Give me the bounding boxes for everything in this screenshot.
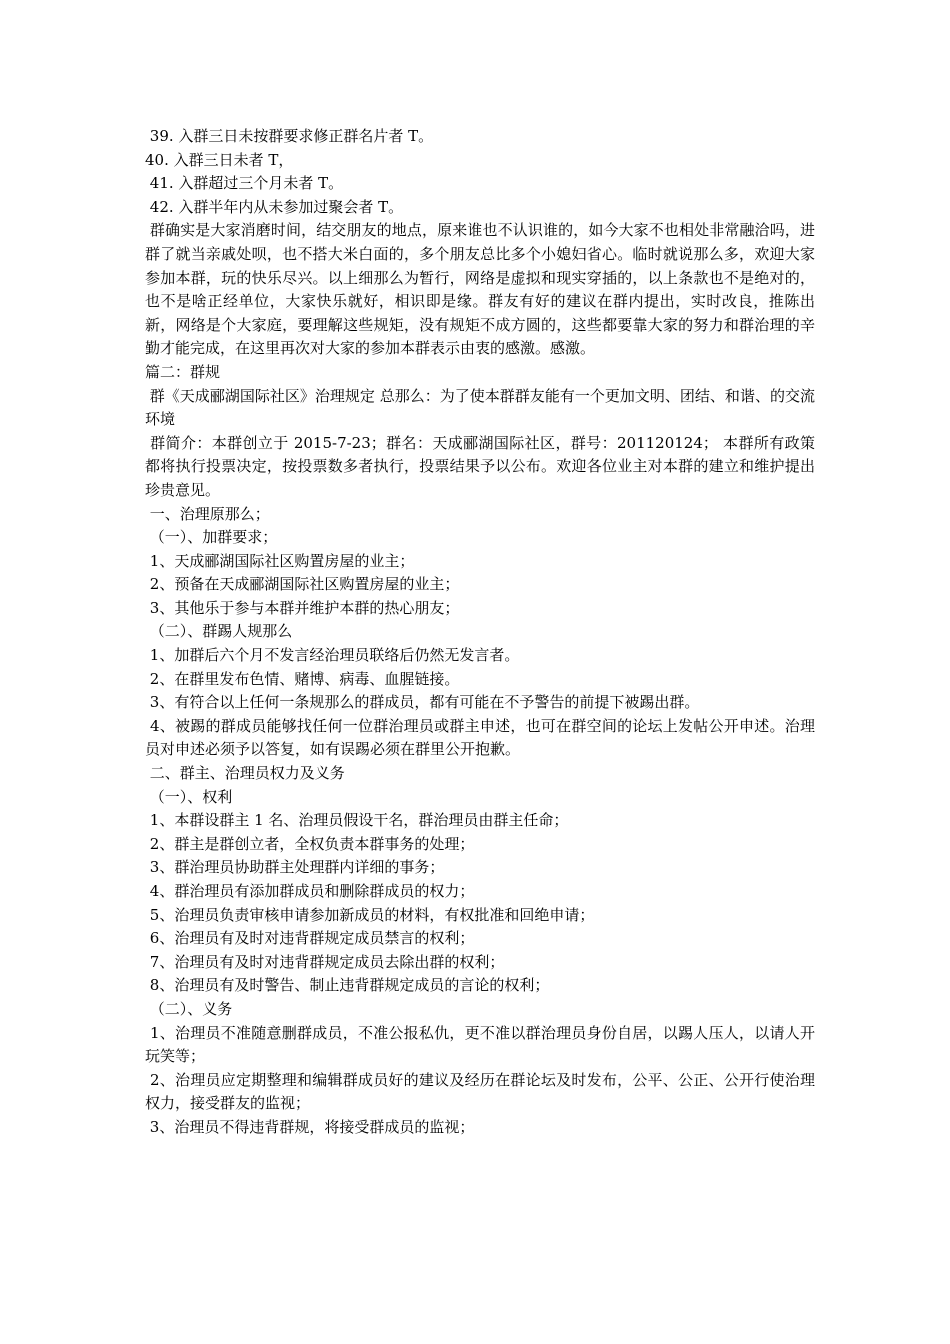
subheading-join-requirements: （一）、加群要求；	[145, 528, 278, 547]
list-item: 3、群治理员协助群主处理群内详细的事务；	[145, 858, 445, 877]
rule-39: 39. 入群三日未按群要求修正群名片者 T。	[145, 127, 434, 145]
rule-40: 40. 入群三日未者 T，	[145, 150, 294, 169]
list-item: 3、有符合以上任何一条规那么的群成员，都有可能在不予警告的前提下被踢出群。	[145, 693, 700, 712]
heading-admin-rights-duties: 二、群主、治理员权力及义务	[145, 764, 345, 783]
list-item: 3、其他乐于参与本群并维护本群的热心朋友；	[145, 598, 460, 617]
group-intro-paragraph: 群简介：本群创立于 2015-7-23；群名：天成郦湖国际社区，群号：201120124； 本群所有政策都将执行投票决定，按投票数多者执行，投票结果予以公布。欢迎各位业主对本群的建立和维护提出珍贵意见。	[145, 433, 815, 499]
rule-41: 41. 入群超过三个月未者 T。	[145, 174, 344, 193]
list-item: 6、治理员有及时对违背群规定成员禁言的权利；	[145, 929, 475, 948]
list-item: 2、治理员应定期整理和编辑群成员好的建议及经历在群论坛及时发布，公平、公正、公开行使治理权力，接受群友的监视；	[145, 1070, 815, 1113]
list-item: 4、被踢的群成员能够找任何一位群治理员或群主申述，也可在群空间的论坛上发帖公开申述。治理员对申述必须予以答复，如有误踢必须在群里公开抱歉。	[145, 716, 815, 759]
list-item: 2、在群里发布色情、赌博、病毒、血腥链接。	[145, 669, 460, 688]
list-item: 1、治理员不准随意删群成员，不准公报私仇，更不准以群治理员身份自居，以踢人压人，以请人开玩笑等；	[145, 1023, 815, 1066]
subheading-duties: （二）、义务	[145, 999, 233, 1018]
subheading-kick-rules: （二）、群踢人规那么	[145, 622, 293, 641]
list-item: 1、本群设群主 1 名、治理员假设干名，群治理员由群主任命；	[145, 811, 569, 830]
list-item: 8、治理员有及时警告、制止违背群规定成员的言论的权利；	[145, 976, 550, 995]
list-item: 3、治理员不得违背群规，将接受群成员的监视；	[145, 1117, 475, 1136]
section-heading-part-two: 篇二：群规	[145, 362, 221, 381]
list-item: 2、群主是群创立者，全权负责本群事务的处理；	[145, 834, 475, 853]
rule-42: 42. 入群半年内从未参加过聚会者 T。	[145, 197, 404, 216]
list-item: 4、群治理员有添加群成员和删除群成员的权力；	[145, 882, 475, 900]
list-item: 1、加群后六个月不发言经治理员联络后仍然无发言者。	[145, 646, 520, 665]
closing-paragraph: 群确实是大家消磨时间，结交朋友的地点，原来谁也不认识谁的，如今大家不也相处非常融洽吗，进群了就当亲戚处呗，也不搭大米白面的，多个朋友总比多个小媳妇省心。临时就说那么多，欢迎大家参加本群，玩的快乐尽兴。以上细那么为暂行，网络是虚拟和现实穿插的，以上条款也不是绝对的，也不是啥正经单位，大家快乐就好，相识即是缘。群友有好的建议在群内提出，实时改良，推陈出新，网络是个大家庭，要理解这些规矩，没有规矩不成方圆的，这些都要靠大家的努力和群治理的辛勤才能完成，在这里再次对大家的参加本群表示由衷的感激。感激。	[145, 221, 815, 358]
list-item: 2、预备在天成郦湖国际社区购置房屋的业主；	[145, 575, 460, 594]
document-page	[145, 125, 815, 1140]
subheading-rights: （一）、权利	[145, 787, 233, 806]
intro-paragraph: 群《天成郦湖国际社区》治理规定 总那么：为了使本群群友能有一个更加文明、团结、和谐、的交流环境	[145, 386, 815, 429]
list-item: 7、治理员有及时对违背群规定成员去除出群的权利；	[145, 952, 505, 971]
heading-management-principles: 一、治理原那么；	[145, 504, 270, 523]
list-item: 1、天成郦湖国际社区购置房屋的业主；	[145, 551, 415, 570]
list-item: 5、治理员负责审核申请参加新成员的材料，有权批准和回绝申请；	[145, 905, 595, 924]
